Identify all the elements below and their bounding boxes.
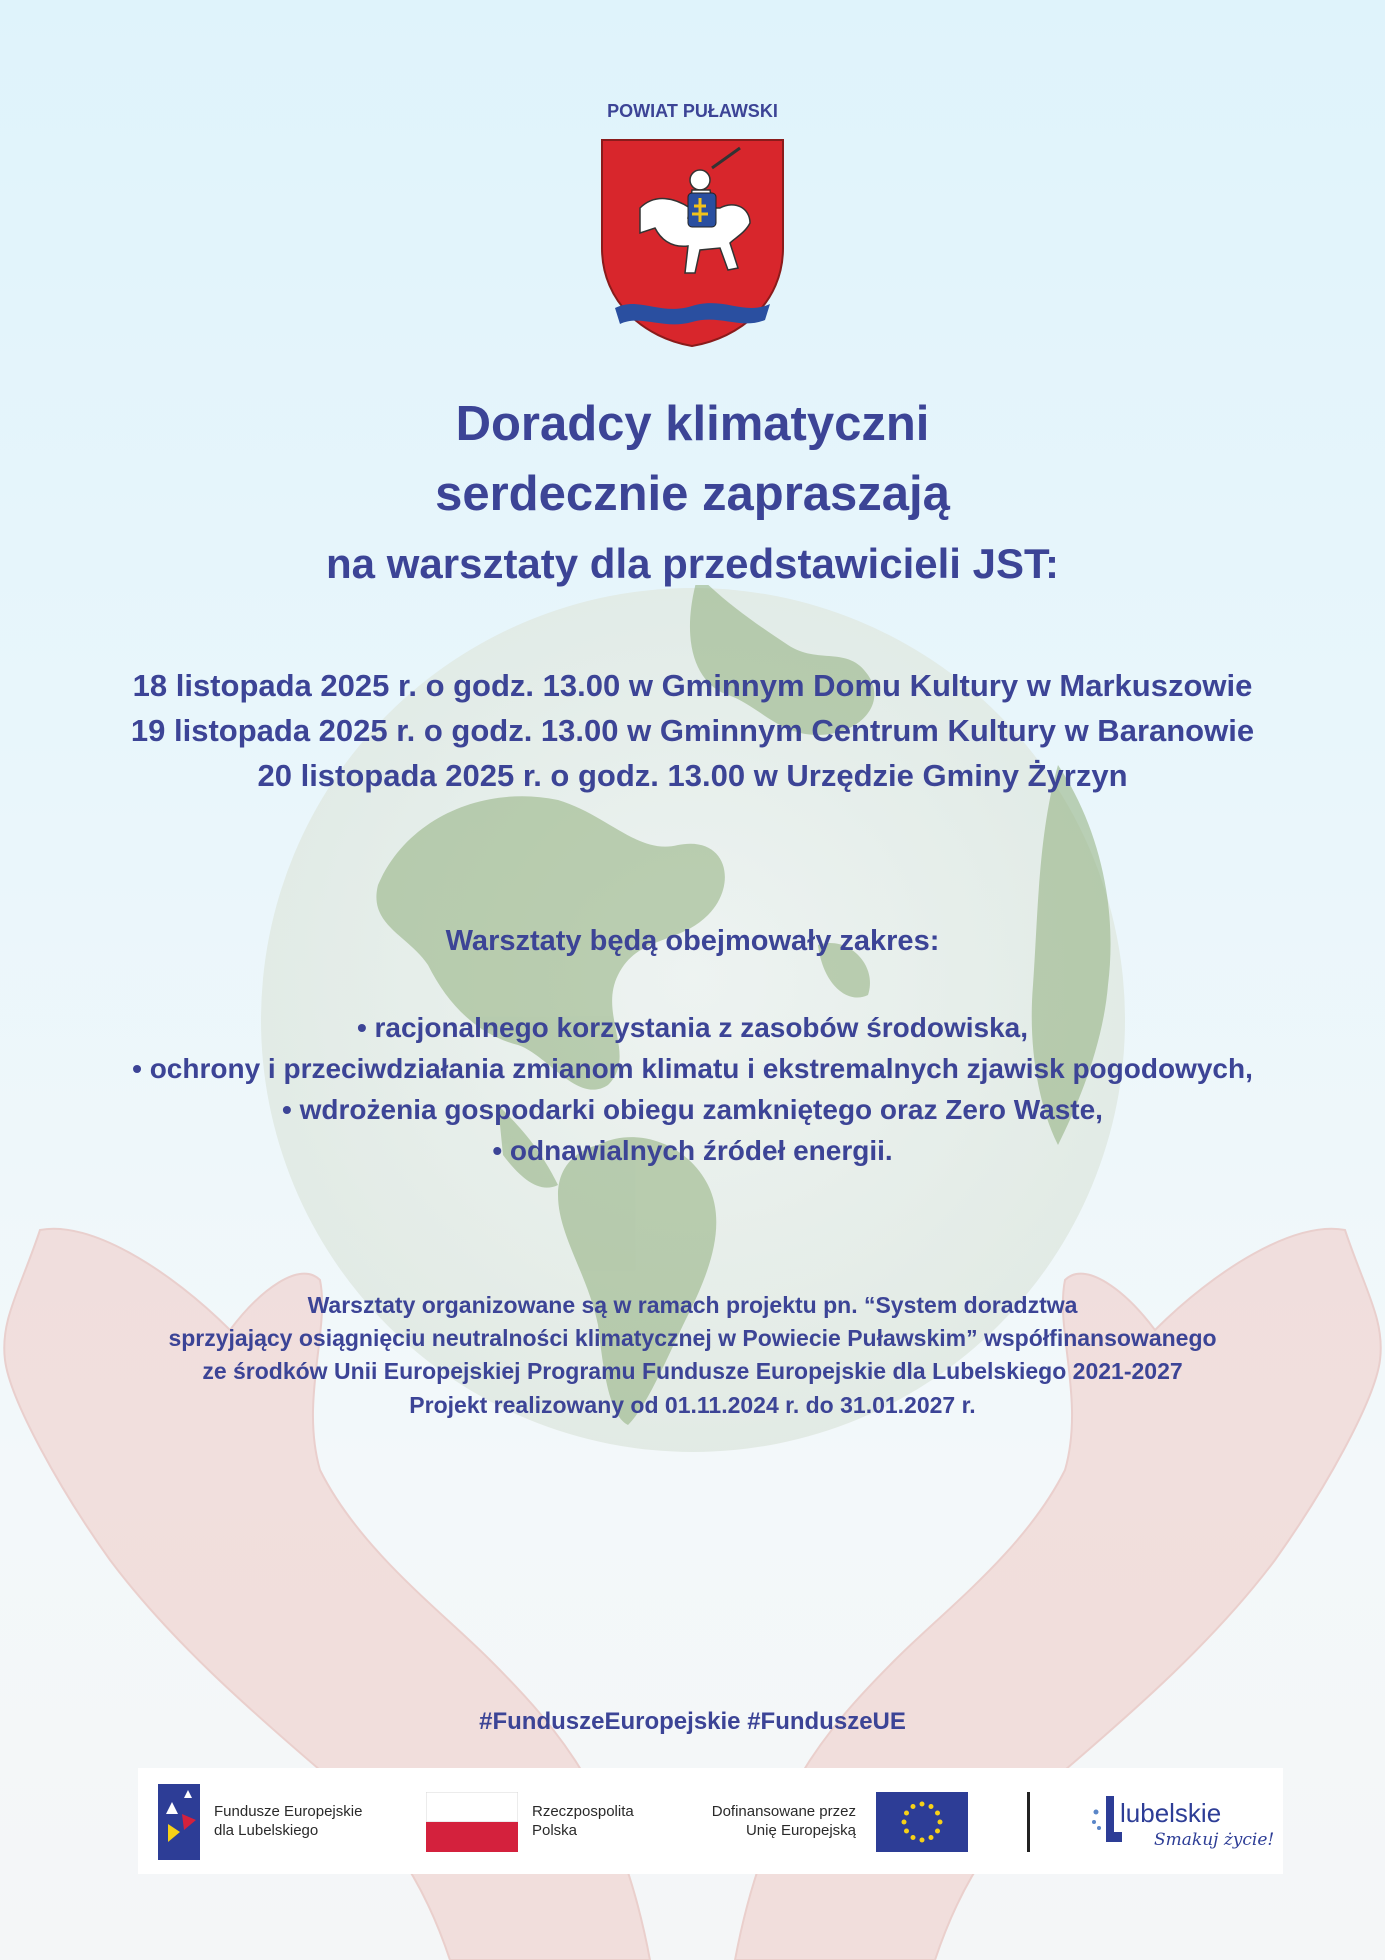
county-label: POWIAT PUŁAWSKI xyxy=(607,101,778,121)
eu-logo-line-2: Unię Europejską xyxy=(745,1822,856,1839)
polish-flag-icon xyxy=(426,1792,518,1852)
project-line-1: Warsztaty organizowane są w ramach projektu pn. “System doradztwa xyxy=(307,1292,1078,1318)
title-line-1: Doradcy klimatyczni xyxy=(455,397,930,451)
lubelskie-name: lubelskie xyxy=(1120,1798,1222,1828)
eu-logo-line-1: Dofinansowane przez xyxy=(711,1803,856,1820)
logo-divider xyxy=(1027,1792,1030,1852)
hashtags: #FunduszeEuropejskie #FunduszeUE xyxy=(479,1708,906,1735)
lubelskie-slogan: Smakuj życie! xyxy=(1154,1830,1275,1850)
title-line-2: serdecznie zapraszają xyxy=(435,467,950,521)
project-line-2: sprzyjający osiągnięciu neutralności klimatycznej w Powiecie Puławskim” współfinansowanego xyxy=(168,1325,1217,1351)
scope-item-3: • wdrożenia gospodarki obiegu zamkniętego oraz Zero Waste, xyxy=(282,1094,1103,1125)
event-date-3: 20 listopada 2025 r. o godz. 13.00 w Urzędzie Gminy Żyrzyn xyxy=(257,758,1128,793)
rp-logo-line-1: Rzeczpospolita xyxy=(532,1803,634,1820)
lubelskie-icon xyxy=(1088,1792,1124,1848)
project-line-3: ze środków Unii Europejskiej Programu Fundusze Europejskie dla Lubelskiego 2021-2027 xyxy=(202,1358,1183,1384)
title-line-3: na warsztaty dla przedstawicieli JST: xyxy=(326,540,1059,587)
fe-logo-line-2: dla Lubelskiego xyxy=(214,1822,319,1839)
rp-logo-line-2: Polska xyxy=(532,1822,578,1839)
scope-title: Warsztaty będą obejmowały zakres: xyxy=(445,925,940,957)
fe-logo-line-1: Fundusze Europejskie xyxy=(214,1803,363,1820)
scope-item-2: • ochrony i przeciwdziałania zmianom klimatu i ekstremalnych zjawisk pogodowych, xyxy=(132,1053,1253,1084)
scope-item-1: • racjonalnego korzystania z zasobów środowiska, xyxy=(356,1012,1029,1043)
eu-flag-icon xyxy=(876,1792,968,1852)
event-date-1: 18 listopada 2025 r. o godz. 13.00 w Gminnym Domu Kultury w Markuszowie xyxy=(132,668,1253,703)
funding-logos-bar xyxy=(138,1768,1283,1874)
fundusze-europejskie-icon xyxy=(158,1784,200,1860)
event-date-2: 19 listopada 2025 r. o godz. 13.00 w Gminnym Centrum Kultury w Baranowie xyxy=(130,713,1255,748)
scope-item-4: • odnawialnych źródeł energii. xyxy=(492,1135,893,1166)
project-line-4: Projekt realizowany od 01.11.2024 r. do 31.01.2027 r. xyxy=(409,1392,976,1418)
coat-of-arms-icon xyxy=(600,138,785,348)
